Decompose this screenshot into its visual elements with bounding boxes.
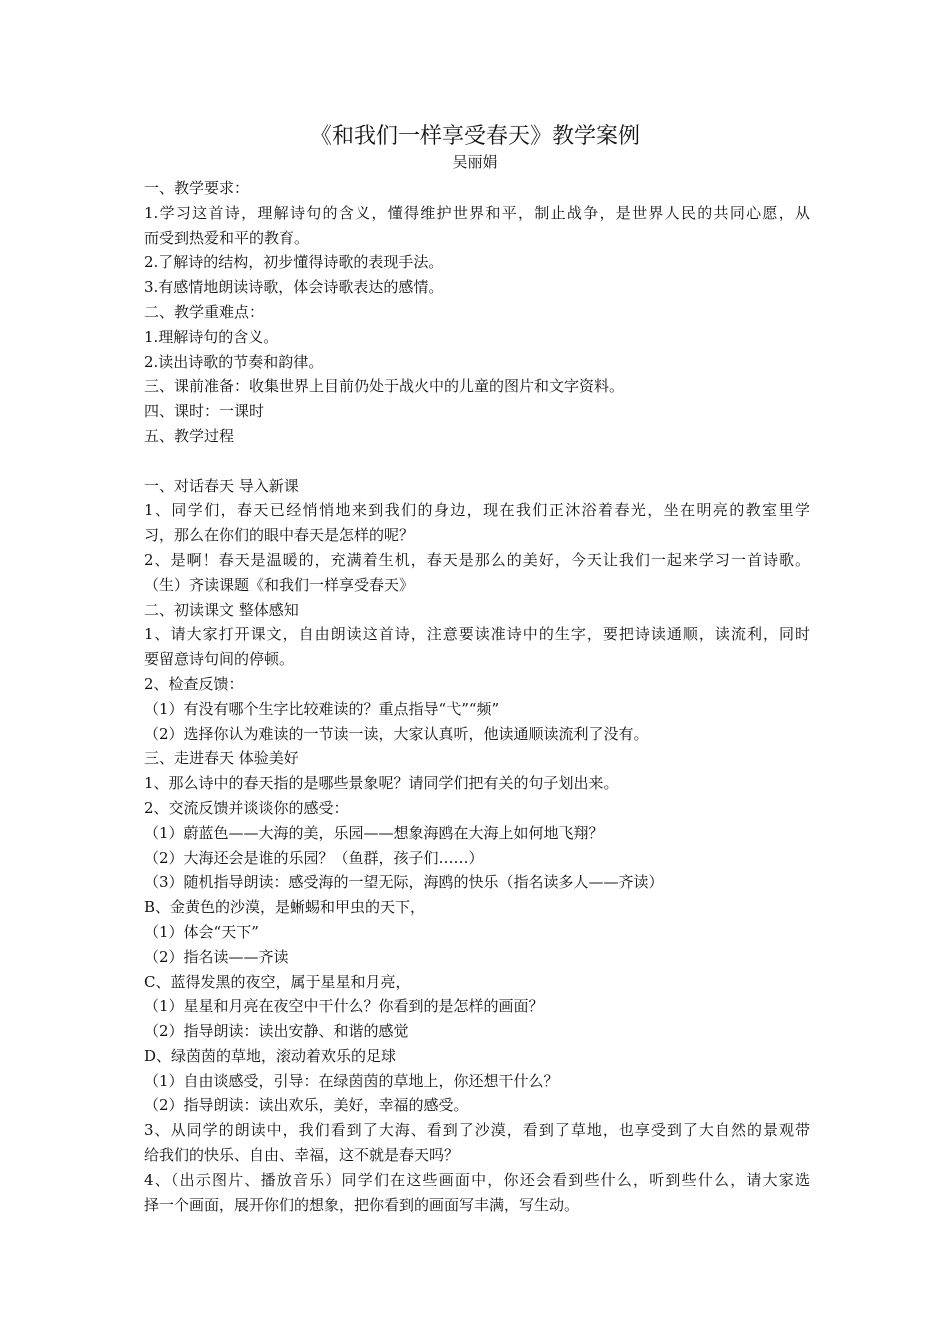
paragraph-line: （1）蔚蓝色——大海的美，乐园——想象海鸥在大海上如何地飞翔？ [144,823,604,842]
document-body [144,176,810,1217]
paragraph-line: （1）有没有哪个生字比较难读的？重点指导“弋”“频” [144,699,500,718]
paragraph-line: 4、（出示图片、播放音乐）同学们在这些画面中，你还会看到些什么，听到些什么，请大家选 [144,1170,810,1189]
paragraph-line: D、绿茵茵的草地，滚动着欢乐的足球 [144,1046,397,1065]
document-author: 吴丽娟 [452,153,498,171]
paragraph-line: 3.有感情地朗读诗歌，体会诗歌表达的感情。 [144,278,444,297]
paragraph-line: 2、是啊！春天是温暖的，充满着生机，春天是那么的美好，今天让我们一起来学习一首诗歌。 [144,550,810,569]
document-title: 《和我们一样享受春天》教学案例 [309,124,640,149]
section-heading: 四、课时：一课时 [144,402,265,421]
paragraph-line: B、金黄色的沙漠，是蜥蜴和甲虫的天下， [144,898,426,917]
section-heading: 二、初读课文 整体感知 [144,600,299,619]
paragraph-line: 要留意诗句间的停顿。 [144,650,295,669]
paragraph-line: 1、那么诗中的春天指的是哪些景象呢？请同学们把有关的句子划出来。 [144,774,619,793]
paragraph-line: 1、同学们，春天已经悄悄地来到我们的身边，现在我们正沐浴着春光，坐在明亮的教室里学 [144,501,810,520]
paragraph-line: 2、交流反馈并谈谈你的感受： [144,798,349,817]
section-heading: 五、教学过程 [144,426,235,445]
paragraph-line: 2.读出诗歌的节奏和韵律。 [144,352,324,371]
paragraph-line: 而受到热爱和平的教育。 [144,228,310,247]
paragraph-line: 2.了解诗的结构，初步懂得诗歌的表现手法。 [144,253,444,272]
section-heading: 一、教学要求： [144,179,250,197]
paragraph-line: （2）指导朗读：读出欢乐，美好，幸福的感受。 [144,1096,469,1115]
paragraph-line: （2）指名读——齐读 [144,947,289,966]
paragraph-line: 1、请大家打开课文，自由朗读这首诗，注意要读准诗中的生字，要把诗读通顺，读流利，同时 [144,625,810,644]
paragraph-line: 1.理解诗句的含义。 [144,327,279,346]
paragraph-line: 择一个画面，展开你们的想象，把你看到的画面写丰满，写生动。 [144,1195,580,1214]
paragraph-line: （1）星星和月亮在夜空中干什么？你看到的是怎样的画面？ [144,997,544,1016]
paragraph-line: （2）大海还会是谁的乐园？（鱼群，孩子们……） [144,848,484,867]
paragraph-line: （1）体会“天下” [144,922,259,941]
blank-line [144,449,810,474]
paragraph-line: 1.学习这首诗，理解诗句的含义，懂得维护世界和平，制止战争，是世界人民的共同心愿，从 [144,203,810,222]
paragraph-line: （3）随机指导朗读：感受海的一望无际，海鸥的快乐（指名读多人——齐读） [144,873,664,892]
paragraph-line: （1）自由谈感受，引导：在绿茵茵的草地上，你还想干什么？ [144,1071,559,1090]
paragraph-line: 习，那么在你们的眼中春天是怎样的呢？ [144,526,415,545]
paragraph-line: C、蓝得发黑的夜空，属于星星和月亮， [144,972,411,991]
paragraph-line: 2、检查反馈： [144,674,244,693]
paragraph-line: （生）齐读课题《和我们一样享受春天》 [144,575,415,594]
section-heading: 三、走进春天 体验美好 [144,749,299,768]
paragraph-line: （2）指导朗读：读出安静、和谐的感觉 [144,1022,409,1041]
section-heading: 二、教学重难点： [144,302,265,321]
paragraph-line: 给我们的快乐、自由、幸福，这不就是春天吗？ [144,1146,460,1165]
paragraph-line: 3、从同学的朗读中，我们看到了大海、看到了沙漠，看到了草地，也享受到了大自然的景观带 [144,1121,810,1140]
paragraph-line: （2）选择你认为难读的一节读一读，大家认真听，他读通顺读流利了没有。 [144,724,649,743]
section-heading: 一、对话春天 导入新课 [144,476,299,495]
section-heading: 三、课前准备：收集世界上目前仍处于战火中的儿童的图片和文字资料。 [144,377,625,396]
